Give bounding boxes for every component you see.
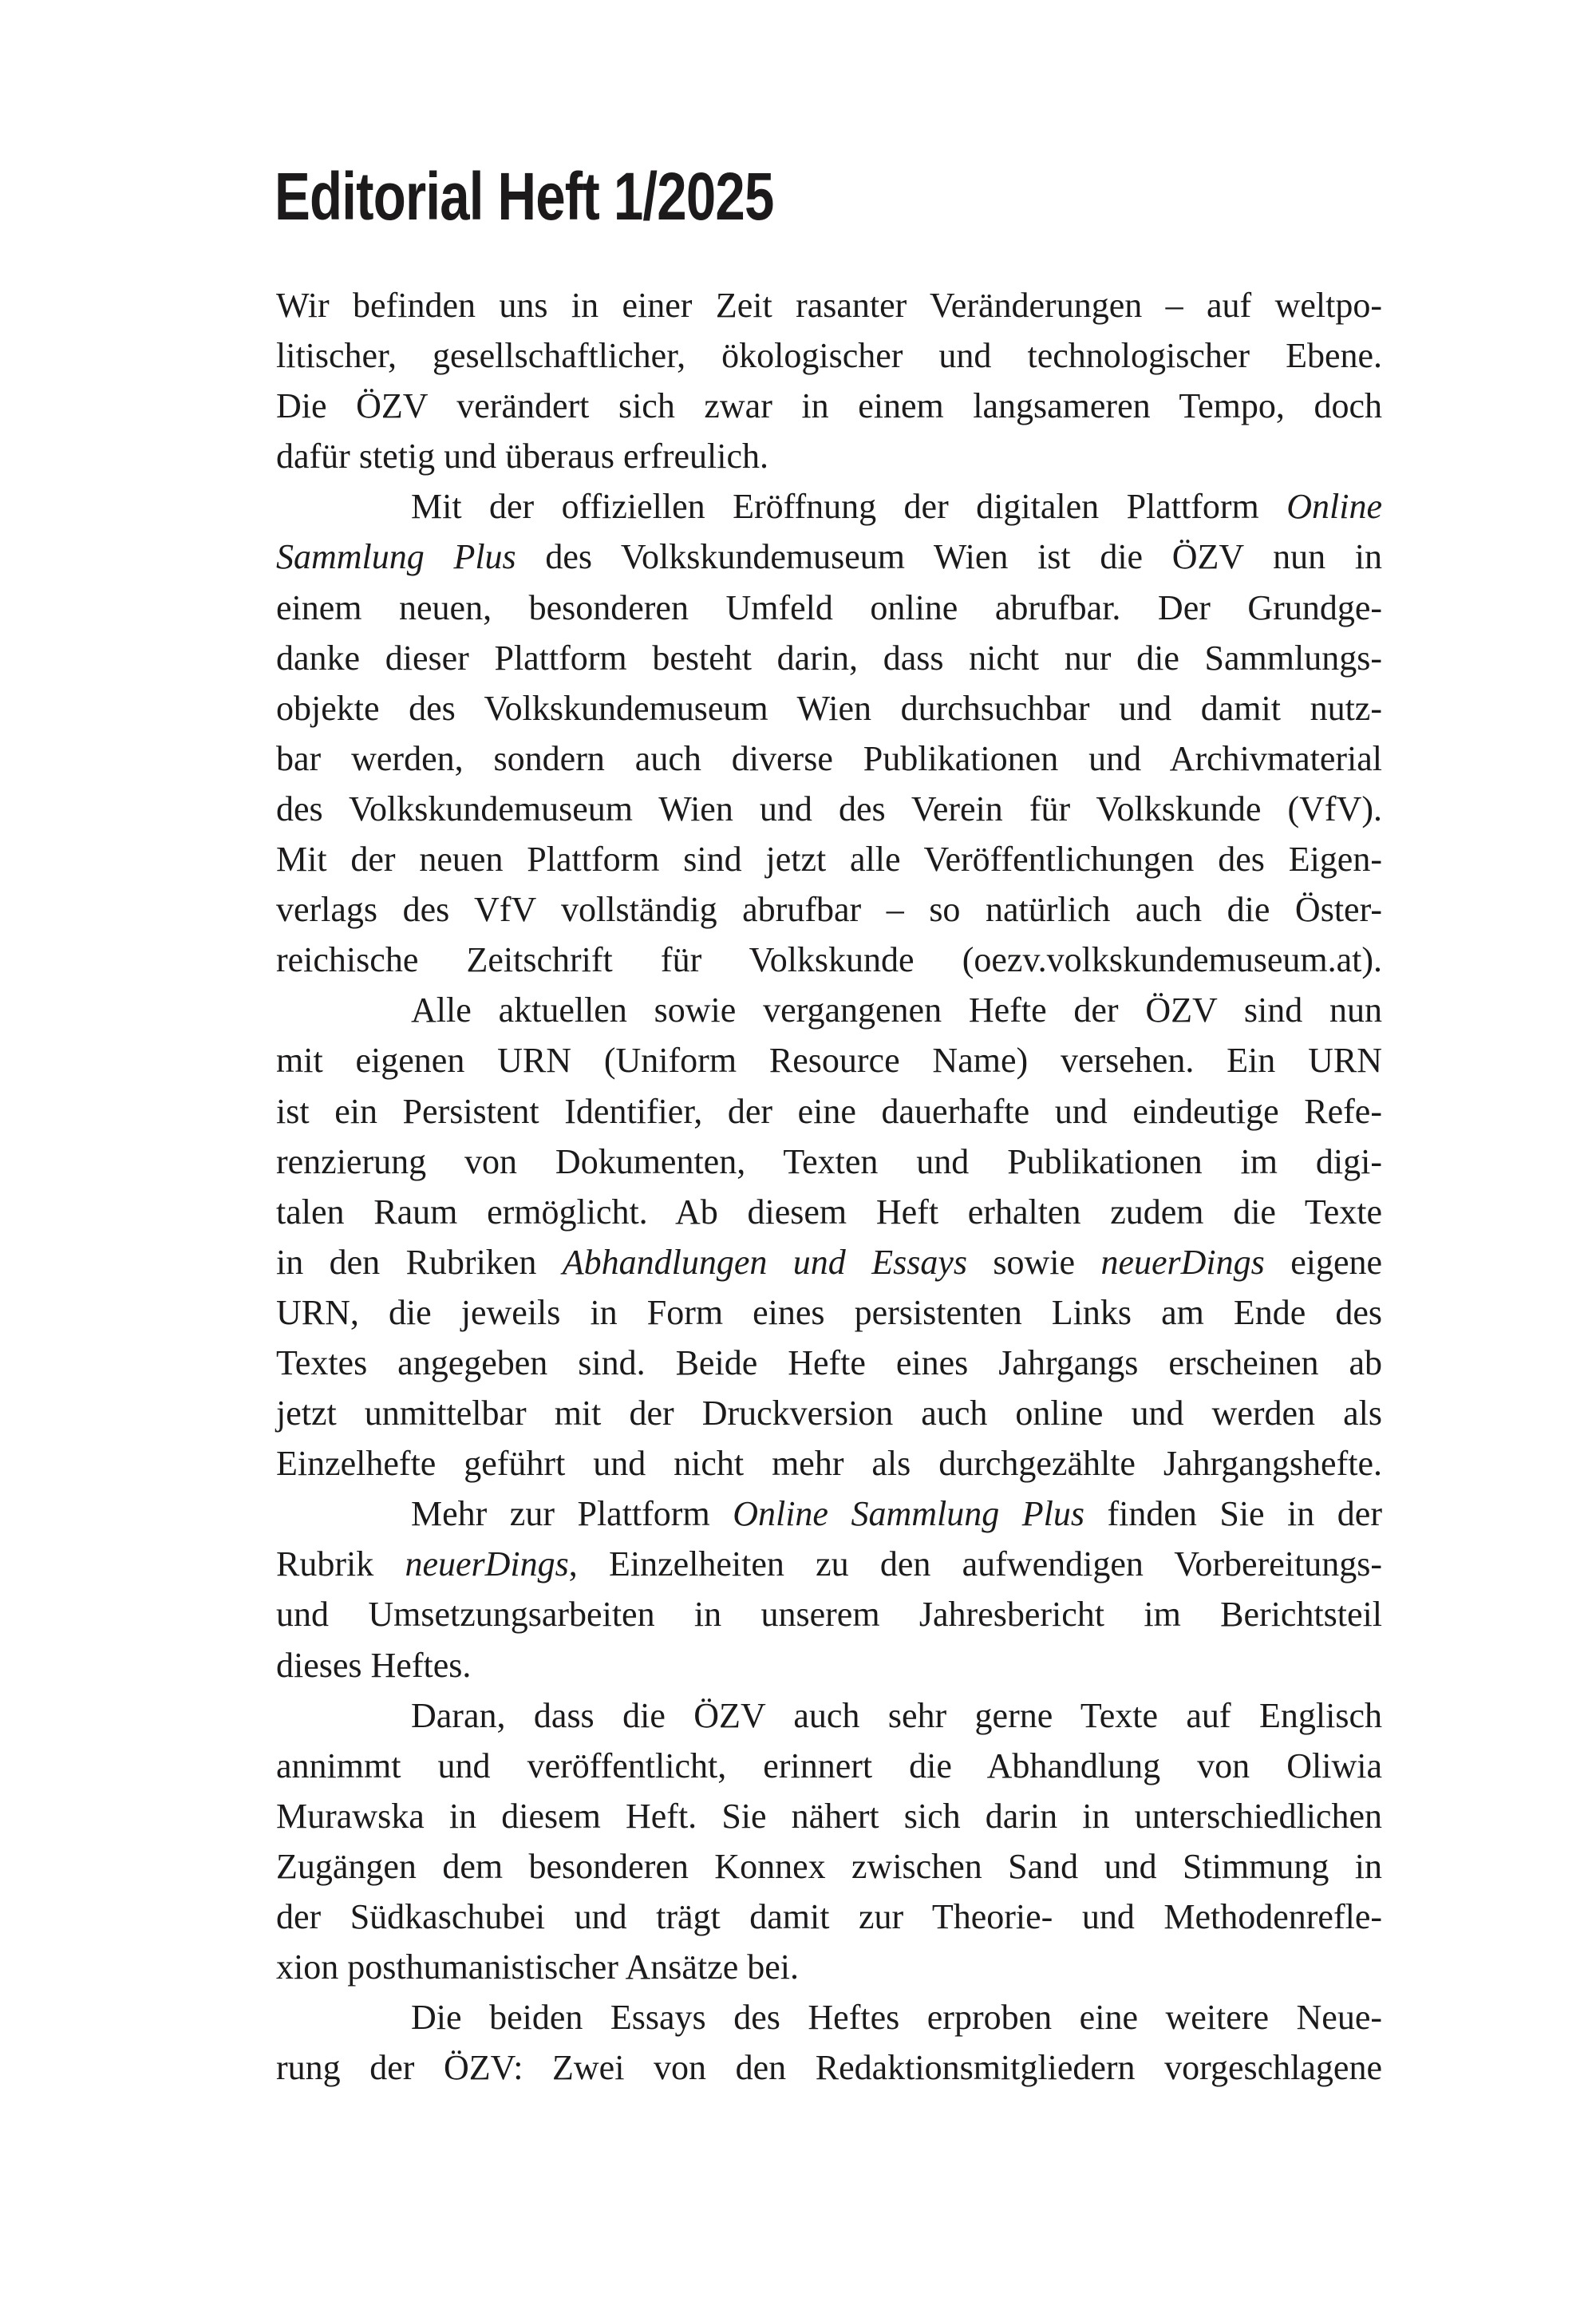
text-line <box>276 1589 1382 1639</box>
text-segment: litischer, gesellschaftlicher, ökologischer und technologischer Ebene. <box>276 336 1382 376</box>
text-segment: Wir befinden uns in einer Zeit rasanter Veränderungen – auf weltpo- <box>276 286 1382 325</box>
text-segment: rung der ÖZV: Zwei von den Redaktionsmitgliedern vorgeschlagene <box>276 2048 1382 2088</box>
text-line <box>276 1035 1382 1085</box>
paragraph <box>276 1489 1382 1690</box>
text-segment: der Südkaschubei und trägt damit zur Theorie- und Methodenrefle- <box>276 1897 1382 1936</box>
text-segment: Mit der neuen Plattform sind jetzt alle Veröffentlichungen des Eigen- <box>276 840 1382 880</box>
text-line <box>276 481 1382 532</box>
text-line <box>276 2042 1382 2093</box>
text-segment: reichische Zeitschrift für Volkskunde (oezv.volkskundemuseum.at). <box>276 940 1382 980</box>
text-line <box>276 532 1382 582</box>
text-line <box>276 1992 1382 2042</box>
text-segment: Mit der offiziellen Eröffnung der digitalen Plattform <box>411 487 1287 527</box>
text-segment: Textes angegeben sind. Beide Hefte eines Jahrgangs erscheinen ab <box>276 1342 1382 1382</box>
paragraph <box>276 1690 1382 1993</box>
text-line <box>276 884 1382 935</box>
text-segment: des Volkskundemuseum Wien ist die ÖZV nun in <box>516 537 1382 577</box>
text-line <box>276 431 1382 481</box>
text-segment: danke dieser Plattform besteht darin, dass nicht nur die Sammlungs- <box>276 638 1382 678</box>
text-line <box>276 1791 1382 1841</box>
text-segment: bar werden, sondern auch diverse Publikationen und Archivmaterial <box>276 738 1382 778</box>
text-segment: eigene <box>1264 1242 1383 1282</box>
text-segment: URN, die jeweils in Form eines persistenten Links am Ende des <box>276 1292 1382 1332</box>
text-line <box>276 683 1382 733</box>
italic-text: Online Sammlung Plus <box>733 1494 1084 1534</box>
text-line <box>276 784 1382 834</box>
italic-text: Online <box>1286 487 1382 527</box>
text-line <box>276 330 1382 381</box>
italic-text: Sammlung Plus <box>276 537 516 577</box>
text-segment: verlags des VfV vollständig abrufbar – so natürlich auch die Öster- <box>276 890 1382 930</box>
italic-text: neuerDings <box>1100 1242 1265 1282</box>
text-line <box>276 1388 1382 1438</box>
text-segment: Die ÖZV verändert sich zwar in einem langsameren Tempo, doch <box>276 386 1382 426</box>
editorial-body <box>276 280 1382 2093</box>
text-line <box>276 1741 1382 1791</box>
text-segment: Rubrik <box>276 1544 405 1584</box>
text-segment: mit eigenen URN (Uniform Resource Name) versehen. Ein URN <box>276 1041 1382 1081</box>
text-line <box>276 1892 1382 1942</box>
text-line <box>276 583 1382 633</box>
text-line <box>276 834 1382 884</box>
text-segment: in den Rubriken <box>276 1242 563 1282</box>
text-line <box>276 935 1382 985</box>
text-line <box>276 1539 1382 1589</box>
text-segment: Die beiden Essays des Heftes erproben eine weitere Neue- <box>411 1998 1382 2038</box>
text-line <box>276 1489 1382 1539</box>
text-line <box>276 1137 1382 1187</box>
text-segment: annimmt und veröffentlicht, erinnert die Abhandlung von Oliwia <box>276 1746 1382 1785</box>
text-segment: ist ein Persistent Identifier, der eine dauerhafte und eindeutige Refe- <box>276 1091 1382 1131</box>
text-segment: , Einzelheiten zu den aufwendigen Vorbereitungs- <box>568 1544 1382 1584</box>
text-segment: Murawska in diesem Heft. Sie nähert sich darin in unterschiedlichen <box>276 1796 1382 1836</box>
page-title: Editorial Heft 1/2025 <box>275 159 774 234</box>
text-segment: xion posthumanistischer Ansätze bei. <box>276 1947 799 1987</box>
text-line <box>276 1237 1382 1287</box>
text-segment: einem neuen, besonderen Umfeld online abrufbar. Der Grundge- <box>276 587 1382 627</box>
text-segment: finden Sie in der <box>1084 1494 1382 1534</box>
text-segment: renzierung von Dokumenten, Texten und Publikationen im digi- <box>276 1141 1382 1181</box>
paragraph <box>276 280 1382 481</box>
text-segment: objekte des Volkskundemuseum Wien durchsuchbar und damit nutz- <box>276 688 1382 728</box>
text-line <box>276 1942 1382 1992</box>
paragraph <box>276 481 1382 985</box>
text-line <box>276 1841 1382 1892</box>
text-segment: des Volkskundemuseum Wien und des Verein für Volkskunde (VfV). <box>276 789 1382 828</box>
text-segment: dieses Heftes. <box>276 1645 472 1685</box>
text-line <box>276 1338 1382 1388</box>
text-segment: Daran, dass die ÖZV auch sehr gerne Texte auf Englisch <box>411 1695 1382 1735</box>
text-line <box>276 1438 1382 1489</box>
paragraph <box>276 1992 1382 2093</box>
text-segment: Alle aktuellen sowie vergangenen Hefte der ÖZV sind nun <box>411 990 1382 1030</box>
italic-text: Abhandlungen und Essays <box>562 1242 967 1282</box>
text-segment: Mehr zur Plattform <box>411 1494 733 1534</box>
text-segment: jetzt unmittelbar mit der Druckversion auch online und werden als <box>276 1394 1382 1433</box>
text-line <box>276 1086 1382 1137</box>
text-segment: Zugängen dem besonderen Konnex zwischen Sand und Stimmung in <box>276 1846 1382 1886</box>
text-line <box>276 733 1382 784</box>
text-line <box>276 1287 1382 1338</box>
text-line <box>276 1640 1382 1690</box>
text-segment: talen Raum ermöglicht. Ab diesem Heft erhalten zudem die Texte <box>276 1192 1382 1232</box>
text-line <box>276 1187 1382 1237</box>
text-segment: dafür stetig und überaus erfreulich. <box>276 437 768 476</box>
text-line <box>276 985 1382 1035</box>
text-segment: und Umsetzungsarbeiten in unserem Jahresbericht im Berichtsteil <box>276 1595 1382 1635</box>
paragraph <box>276 985 1382 1489</box>
text-line <box>276 1690 1382 1741</box>
italic-text: neuerDings <box>405 1544 569 1584</box>
text-segment: Einzelhefte geführt und nicht mehr als durchgezählte Jahrgangshefte. <box>276 1444 1382 1484</box>
text-line <box>276 280 1382 330</box>
text-line <box>276 381 1382 431</box>
text-line <box>276 633 1382 683</box>
text-segment: sowie <box>966 1242 1101 1282</box>
